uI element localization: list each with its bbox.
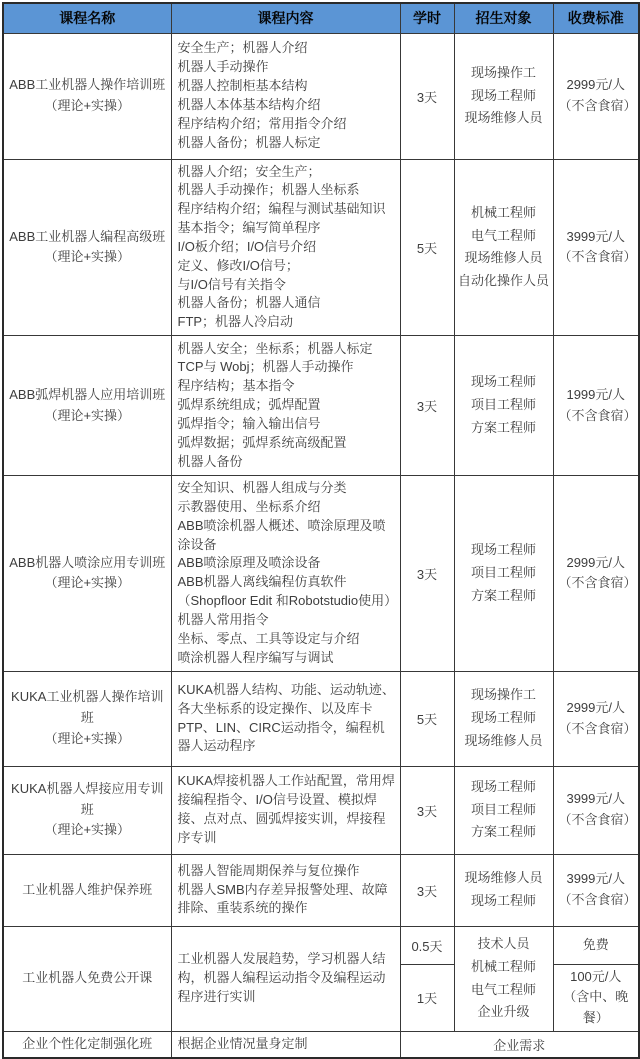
course-name-cell — [3, 476, 171, 671]
audience-cell — [454, 926, 553, 1031]
fee-line: （不含食宿） — [558, 720, 637, 736]
content-line: 机器人智能周期保养与复位操作 — [177, 862, 360, 878]
course-content-cell — [171, 671, 400, 766]
fee-line: （不含食宿） — [558, 812, 637, 828]
fee-cell — [553, 671, 639, 766]
fee-line: 2999元/人 — [566, 554, 626, 570]
content-line: 机器人安全；坐标系；机器人标定 — [177, 340, 373, 356]
content-line: TCP与 Wobj；机器人手动操作 — [177, 359, 354, 375]
content-line: 弧焊指令；输入输出信号 — [177, 416, 321, 432]
col-header-hours: 学时 — [400, 3, 454, 33]
fee-cell — [553, 854, 639, 926]
fee-line: （不含食宿） — [558, 98, 637, 113]
course-title: 工业机器人免费公开课 — [22, 970, 153, 986]
audience-line: 现场工程师 — [470, 893, 536, 909]
content-line: 工业机器人发展趋势，学习机器人结构，机器人编程运动指令及编程运动程序进行实训 — [177, 951, 386, 1005]
audience-line: 现场操作工 — [470, 687, 536, 703]
table-row — [3, 336, 639, 476]
table-row — [3, 159, 639, 336]
course-name-cell — [3, 33, 171, 159]
header-row — [3, 3, 639, 33]
content-line: 定义、修改I/O信号； — [177, 257, 299, 273]
table-row — [3, 854, 639, 926]
course-name-cell — [3, 159, 171, 336]
audience-line: 项目工程师 — [470, 801, 536, 817]
fee-cell — [553, 33, 639, 159]
audience-line: 项目工程师 — [470, 397, 536, 413]
fee-line: （不含食宿） — [558, 892, 637, 908]
course-subtitle: （理论+实操） — [44, 575, 131, 591]
content-line: 机器人备份；机器人通信 — [177, 295, 321, 311]
merged-demand-cell: 企业需求 — [400, 1031, 639, 1057]
content-line: 机器人手动操作 — [177, 59, 269, 75]
fee-cell — [553, 476, 639, 671]
hours-cell: 3天 — [400, 766, 454, 854]
course-content-cell — [171, 766, 400, 854]
content-line: 机器人常用指令 — [177, 612, 269, 627]
content-line: KUKA机器人结构、功能、运动轨迹、各大坐标系的设定操作、以及库卡PTP、LIN、CIRC运动指令，编程机器人运动程序 — [177, 681, 395, 754]
fee-cell: 100元/人（含中、晚餐） — [553, 964, 639, 1031]
audience-line: 现场维修人员 — [464, 250, 543, 266]
content-line: 机器人手动操作；机器人坐标系 — [177, 182, 360, 198]
content-line: 坐标、零点、工具等设定与介绍 — [177, 630, 360, 646]
content-line: 弧焊数据；弧焊系统高级配置 — [177, 434, 347, 450]
table-row — [3, 476, 639, 671]
content-line: 与I/O信号有关指令 — [177, 276, 286, 292]
content-line: 弧焊系统组成；弧焊配置 — [177, 397, 321, 413]
content-line: FTP；机器人冷启动 — [177, 314, 294, 330]
audience-cell — [454, 33, 553, 159]
course-name-cell — [3, 926, 171, 1031]
content-line: 示教器使用、坐标系介绍 — [177, 498, 321, 514]
course-name-cell — [3, 671, 171, 766]
content-line: 喷涂机器人程序编写与调试 — [177, 649, 334, 665]
audience-line: 现场操作工 — [470, 64, 536, 80]
audience-line: 项目工程师 — [470, 564, 536, 580]
course-title: ABB工业机器人编程高级班 — [9, 228, 166, 244]
content-line: I/O板介绍；I/O信号介绍 — [177, 238, 317, 254]
content-line: 机器人SMB内存差异报警处理、故障排除、重装系统的操作 — [177, 881, 388, 916]
fee-line: 3999元/人 — [566, 228, 626, 244]
audience-line: 技术人员 — [477, 936, 530, 952]
content-line: 程序结构；基本指令 — [177, 378, 295, 394]
audience-line: 现场工程师 — [470, 542, 536, 558]
course-title: KUKA机器人焊接应用专训班 — [11, 780, 164, 817]
course-content-cell — [171, 33, 400, 159]
audience-cell — [454, 671, 553, 766]
table-row — [3, 766, 639, 854]
fee-line: （不含食宿） — [558, 575, 637, 591]
audience-line: 现场工程师 — [470, 87, 536, 103]
audience-cell — [454, 766, 553, 854]
col-header-fee: 收费标准 — [553, 3, 639, 33]
col-header-course-content: 课程内容 — [171, 3, 400, 33]
content-line: 机器人介绍；安全生产； — [177, 163, 321, 179]
content-line: KUKA焊接机器人工作站配置，常用焊接编程指令、I/O信号设置、模拟焊接、点对点、圆弧焊接实训，焊接程序专训 — [177, 773, 395, 845]
audience-cell — [454, 336, 553, 476]
course-name-cell — [3, 336, 171, 476]
fee-cell — [553, 766, 639, 854]
course-title: ABB工业机器人操作培训班 — [9, 77, 166, 93]
hours-cell: 0.5天 — [400, 926, 454, 964]
course-content-cell — [171, 159, 400, 336]
fee-line: 3999元/人 — [566, 791, 626, 807]
content-line: 机器人备份；机器人标定 — [177, 134, 321, 150]
audience-line: 方案工程师 — [470, 419, 536, 435]
content-line: ABB喷涂机器人概述、喷涂原理及喷涂设备 — [177, 517, 386, 552]
table-row — [3, 926, 639, 964]
course-name-cell: 企业个性化定制强化班 — [3, 1031, 171, 1057]
course-title: ABB机器人喷涂应用专训班 — [9, 554, 166, 570]
hours-cell: 3天 — [400, 854, 454, 926]
hours-cell: 3天 — [400, 336, 454, 476]
audience-cell — [454, 476, 553, 671]
fee-cell: 免费 — [553, 926, 639, 964]
audience-line: 现场维修人员 — [464, 732, 543, 748]
fee-line: 3999元/人 — [566, 871, 626, 887]
content-line: 安全生产；机器人介绍 — [177, 40, 308, 56]
audience-line: 现场维修人员 — [464, 110, 543, 126]
content-line: ABB机器人离线编程仿真软件 — [177, 574, 347, 590]
course-name-cell — [3, 766, 171, 854]
hours-cell: 5天 — [400, 671, 454, 766]
hours-cell: 1天 — [400, 964, 454, 1031]
audience-line: 自动化操作人员 — [457, 273, 549, 289]
course-content-cell — [171, 336, 400, 476]
audience-line: 电气工程师 — [470, 227, 536, 243]
content-line: 安全知识、机器人组成与分类 — [177, 480, 347, 496]
hours-cell: 5天 — [400, 159, 454, 336]
fee-line: 2999元/人 — [566, 77, 626, 93]
table-row — [3, 33, 639, 159]
content-line: 程序结构介绍；常用指令介绍 — [177, 115, 347, 131]
hours-cell: 3天 — [400, 33, 454, 159]
audience-cell — [454, 854, 553, 926]
course-subtitle: （理论+实操） — [44, 249, 131, 265]
audience-line: 电气工程师 — [470, 981, 536, 997]
audience-line: 现场维修人员 — [464, 870, 543, 886]
audience-line: 企业升级 — [477, 1004, 530, 1020]
course-name-cell — [3, 854, 171, 926]
col-header-audience: 招生对象 — [454, 3, 553, 33]
col-header-course-name: 课程名称 — [3, 3, 171, 33]
table-row — [3, 1031, 639, 1057]
fee-cell — [553, 159, 639, 336]
table-row — [3, 671, 639, 766]
course-title: 工业机器人维护保养班 — [22, 881, 153, 897]
audience-line: 现场工程师 — [470, 374, 536, 390]
content-line: （Shopfloor Edit 和Robotstudio使用） — [177, 593, 398, 609]
content-line: 机器人控制柜基本结构 — [177, 78, 308, 94]
content-line: 程序结构介绍；编程与测试基础知识 — [177, 201, 386, 217]
course-table — [2, 2, 640, 1059]
fee-line: 1999元/人 — [566, 386, 626, 402]
audience-line: 机械工程师 — [470, 958, 536, 974]
fee-cell — [553, 336, 639, 476]
course-subtitle: （理论+实操） — [44, 730, 131, 746]
course-subtitle: （理论+实操） — [44, 407, 131, 423]
hours-cell: 3天 — [400, 476, 454, 671]
audience-line: 方案工程师 — [470, 587, 536, 603]
course-title: ABB弧焊机器人应用培训班 — [9, 386, 166, 402]
fee-line: （不含食宿） — [558, 407, 637, 423]
course-content-cell — [171, 926, 400, 1031]
audience-line: 机械工程师 — [470, 204, 536, 220]
content-line: ABB喷涂原理及喷涂设备 — [177, 555, 321, 571]
content-line: 基本指令；编写简单程序 — [177, 220, 321, 236]
fee-line: （不含食宿） — [558, 249, 637, 265]
course-content-cell: 根据企业情况量身定制 — [171, 1031, 400, 1057]
content-line: 机器人备份 — [177, 453, 243, 469]
course-title: KUKA工业机器人操作培训班 — [11, 689, 164, 726]
audience-line: 方案工程师 — [470, 824, 536, 840]
audience-cell — [454, 159, 553, 336]
audience-line: 现场工程师 — [470, 778, 536, 794]
fee-line: 2999元/人 — [566, 699, 626, 715]
course-content-cell — [171, 476, 400, 671]
course-content-cell — [171, 854, 400, 926]
content-line: 机器人本体基本结构介绍 — [177, 97, 321, 112]
course-subtitle: （理论+实操） — [44, 98, 131, 113]
course-subtitle: （理论+实操） — [44, 822, 131, 838]
audience-line: 现场工程师 — [470, 710, 536, 726]
